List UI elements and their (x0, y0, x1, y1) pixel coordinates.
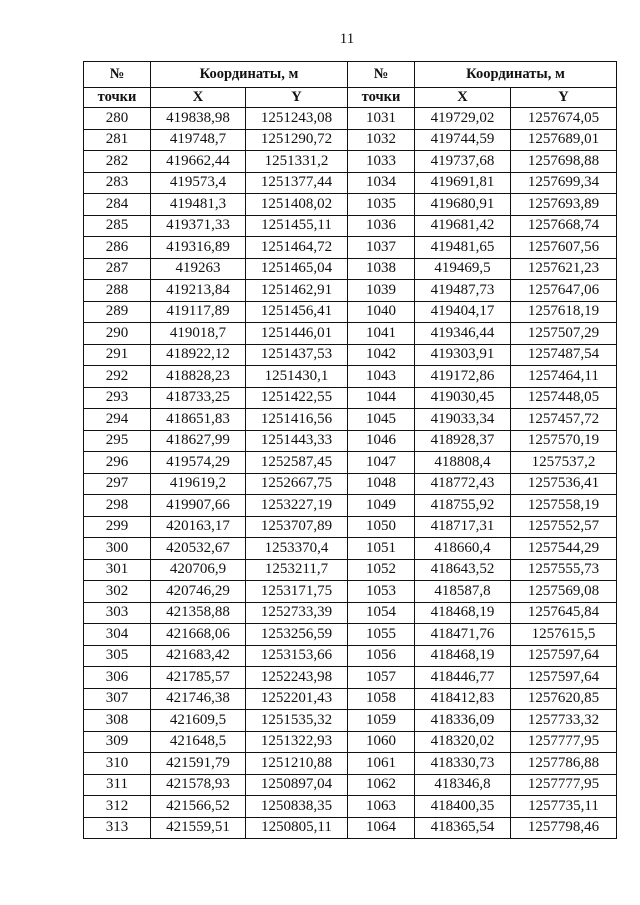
y-cell: 1252733,39 (246, 602, 348, 624)
x-cell: 419117,89 (151, 301, 246, 323)
x-cell: 418755,92 (415, 495, 511, 517)
table-row (84, 559, 617, 581)
x-cell: 421578,93 (151, 774, 246, 796)
x-cell: 419574,29 (151, 452, 246, 474)
point-number-cell: 284 (84, 194, 151, 216)
y-cell: 1251210,88 (246, 753, 348, 775)
y-cell: 1250805,11 (246, 817, 348, 839)
y-cell: 1251437,53 (246, 344, 348, 366)
coordinates-header: Координаты, м (151, 62, 348, 88)
y-cell: 1257668,74 (511, 215, 617, 237)
point-number-cell: 1049 (348, 495, 415, 517)
y-cell: 1251462,91 (246, 280, 348, 302)
point-number-cell: 1043 (348, 366, 415, 388)
table-row (84, 323, 617, 345)
point-number-cell: 303 (84, 602, 151, 624)
y-cell: 1257777,95 (511, 774, 617, 796)
table-row (84, 731, 617, 753)
point-number-cell: 1061 (348, 753, 415, 775)
point-number-cell: 298 (84, 495, 151, 517)
y-cell: 1257777,95 (511, 731, 617, 753)
x-cell: 418336,09 (415, 710, 511, 732)
x-cell: 418330,73 (415, 753, 511, 775)
y-cell: 1253370,4 (246, 538, 348, 560)
y-header: Y (246, 88, 348, 108)
point-number-cell: 1033 (348, 151, 415, 173)
point-number-header-bottom: точки (84, 88, 151, 108)
point-number-cell: 286 (84, 237, 151, 259)
point-number-cell: 294 (84, 409, 151, 431)
y-cell: 1252243,98 (246, 667, 348, 689)
x-cell: 419737,68 (415, 151, 511, 173)
point-number-cell: 1051 (348, 538, 415, 560)
y-cell: 1257786,88 (511, 753, 617, 775)
x-cell: 421648,5 (151, 731, 246, 753)
point-number-cell: 313 (84, 817, 151, 839)
point-number-cell: 1042 (348, 344, 415, 366)
y-cell: 1257537,2 (511, 452, 617, 474)
point-number-cell: 301 (84, 559, 151, 581)
x-cell: 419213,84 (151, 280, 246, 302)
y-cell: 1257552,57 (511, 516, 617, 538)
x-cell: 419680,91 (415, 194, 511, 216)
table-row (84, 495, 617, 517)
x-cell: 419469,5 (415, 258, 511, 280)
table-row (84, 581, 617, 603)
point-number-cell: 281 (84, 129, 151, 151)
y-cell: 1257798,46 (511, 817, 617, 839)
x-cell: 419481,65 (415, 237, 511, 259)
table-row (84, 301, 617, 323)
y-cell: 1257674,05 (511, 108, 617, 130)
point-number-cell: 299 (84, 516, 151, 538)
point-number-cell: 1059 (348, 710, 415, 732)
point-number-cell: 302 (84, 581, 151, 603)
x-cell: 418808,4 (415, 452, 511, 474)
y-cell: 1251464,72 (246, 237, 348, 259)
x-cell: 419681,42 (415, 215, 511, 237)
x-header: X (151, 88, 246, 108)
y-cell: 1257620,85 (511, 688, 617, 710)
x-header: X (415, 88, 511, 108)
x-cell: 418346,8 (415, 774, 511, 796)
point-number-cell: 1050 (348, 516, 415, 538)
table-row (84, 430, 617, 452)
point-number-cell: 1044 (348, 387, 415, 409)
point-number-cell: 1056 (348, 645, 415, 667)
y-cell: 1252587,45 (246, 452, 348, 474)
table-row (84, 667, 617, 689)
point-number-cell: 295 (84, 430, 151, 452)
y-cell: 1257570,19 (511, 430, 617, 452)
x-cell: 421785,57 (151, 667, 246, 689)
y-cell: 1257693,89 (511, 194, 617, 216)
y-cell: 1252667,75 (246, 473, 348, 495)
y-cell: 1251430,1 (246, 366, 348, 388)
table-row (84, 796, 617, 818)
point-number-cell: 1057 (348, 667, 415, 689)
x-cell: 419263 (151, 258, 246, 280)
table-row (84, 473, 617, 495)
point-number-cell: 312 (84, 796, 151, 818)
y-cell: 1253171,75 (246, 581, 348, 603)
point-number-cell: 310 (84, 753, 151, 775)
x-cell: 421566,52 (151, 796, 246, 818)
point-number-header-top: № (84, 62, 151, 88)
table-row (84, 108, 617, 130)
y-cell: 1257698,88 (511, 151, 617, 173)
y-cell: 1251465,04 (246, 258, 348, 280)
point-number-cell: 296 (84, 452, 151, 474)
x-cell: 418772,43 (415, 473, 511, 495)
x-cell: 419744,59 (415, 129, 511, 151)
table-row (84, 602, 617, 624)
coordinates-header: Координаты, м (415, 62, 617, 88)
x-cell: 418446,77 (415, 667, 511, 689)
y-cell: 1257735,11 (511, 796, 617, 818)
point-number-cell: 1064 (348, 817, 415, 839)
table-row (84, 366, 617, 388)
y-cell: 1251243,08 (246, 108, 348, 130)
y-cell: 1257487,54 (511, 344, 617, 366)
y-cell: 1251446,01 (246, 323, 348, 345)
x-cell: 419838,98 (151, 108, 246, 130)
table-row (84, 129, 617, 151)
x-cell: 418733,25 (151, 387, 246, 409)
x-cell: 419481,3 (151, 194, 246, 216)
x-cell: 419619,2 (151, 473, 246, 495)
table-row (84, 237, 617, 259)
x-cell: 421591,79 (151, 753, 246, 775)
x-cell: 419018,7 (151, 323, 246, 345)
point-number-cell: 1031 (348, 108, 415, 130)
point-number-cell: 1034 (348, 172, 415, 194)
x-cell: 418922,12 (151, 344, 246, 366)
y-cell: 1257645,84 (511, 602, 617, 624)
x-cell: 418468,19 (415, 645, 511, 667)
coordinates-table (83, 61, 617, 839)
point-number-cell: 309 (84, 731, 151, 753)
table-row (84, 710, 617, 732)
point-number-cell: 1045 (348, 409, 415, 431)
x-cell: 419404,17 (415, 301, 511, 323)
y-cell: 1257689,01 (511, 129, 617, 151)
x-cell: 421609,5 (151, 710, 246, 732)
x-cell: 418928,37 (415, 430, 511, 452)
y-cell: 1253153,66 (246, 645, 348, 667)
table-row (84, 409, 617, 431)
point-number-cell: 291 (84, 344, 151, 366)
point-number-cell: 1036 (348, 215, 415, 237)
y-cell: 1257558,19 (511, 495, 617, 517)
x-cell: 419748,7 (151, 129, 246, 151)
x-cell: 419662,44 (151, 151, 246, 173)
x-cell: 418651,83 (151, 409, 246, 431)
y-cell: 1253707,89 (246, 516, 348, 538)
x-cell: 419573,4 (151, 172, 246, 194)
x-cell: 421358,88 (151, 602, 246, 624)
y-cell: 1251290,72 (246, 129, 348, 151)
table-row (84, 151, 617, 173)
point-number-cell: 1062 (348, 774, 415, 796)
table-row (84, 516, 617, 538)
y-cell: 1251422,55 (246, 387, 348, 409)
x-cell: 418627,99 (151, 430, 246, 452)
y-cell: 1251455,11 (246, 215, 348, 237)
table-row (84, 387, 617, 409)
point-number-cell: 1058 (348, 688, 415, 710)
table-row (84, 172, 617, 194)
point-number-cell: 1055 (348, 624, 415, 646)
x-cell: 418643,52 (415, 559, 511, 581)
table-body (84, 108, 617, 839)
x-cell: 418660,4 (415, 538, 511, 560)
table-row (84, 452, 617, 474)
point-number-cell: 304 (84, 624, 151, 646)
table-row (84, 280, 617, 302)
y-cell: 1257647,06 (511, 280, 617, 302)
point-number-cell: 280 (84, 108, 151, 130)
point-number-cell: 1037 (348, 237, 415, 259)
point-number-cell: 311 (84, 774, 151, 796)
point-number-cell: 297 (84, 473, 151, 495)
y-cell: 1257457,72 (511, 409, 617, 431)
x-cell: 420532,67 (151, 538, 246, 560)
y-cell: 1250838,35 (246, 796, 348, 818)
table-row (84, 774, 617, 796)
y-cell: 1257569,08 (511, 581, 617, 603)
point-number-cell: 288 (84, 280, 151, 302)
y-cell: 1251322,93 (246, 731, 348, 753)
x-cell: 418365,54 (415, 817, 511, 839)
y-cell: 1257607,56 (511, 237, 617, 259)
point-number-cell: 293 (84, 387, 151, 409)
point-number-cell: 290 (84, 323, 151, 345)
y-cell: 1257621,23 (511, 258, 617, 280)
point-number-cell: 289 (84, 301, 151, 323)
x-cell: 421746,38 (151, 688, 246, 710)
y-cell: 1251443,33 (246, 430, 348, 452)
table-row (84, 344, 617, 366)
y-cell: 1257699,34 (511, 172, 617, 194)
x-cell: 418471,76 (415, 624, 511, 646)
x-cell: 421559,51 (151, 817, 246, 839)
point-number-cell: 292 (84, 366, 151, 388)
y-cell: 1253256,59 (246, 624, 348, 646)
table-row (84, 215, 617, 237)
point-number-cell: 283 (84, 172, 151, 194)
x-cell: 419907,66 (151, 495, 246, 517)
point-number-cell: 282 (84, 151, 151, 173)
point-number-cell: 1035 (348, 194, 415, 216)
point-number-cell: 285 (84, 215, 151, 237)
point-number-cell: 1040 (348, 301, 415, 323)
y-header: Y (511, 88, 617, 108)
y-cell: 1253227,19 (246, 495, 348, 517)
y-cell: 1251331,2 (246, 151, 348, 173)
x-cell: 420163,17 (151, 516, 246, 538)
x-cell: 419303,91 (415, 344, 511, 366)
point-number-cell: 305 (84, 645, 151, 667)
x-cell: 418717,31 (415, 516, 511, 538)
point-number-cell: 307 (84, 688, 151, 710)
y-cell: 1257733,32 (511, 710, 617, 732)
y-cell: 1252201,43 (246, 688, 348, 710)
y-cell: 1257597,64 (511, 645, 617, 667)
y-cell: 1257536,41 (511, 473, 617, 495)
x-cell: 418320,02 (415, 731, 511, 753)
y-cell: 1251456,41 (246, 301, 348, 323)
y-cell: 1257618,19 (511, 301, 617, 323)
x-cell: 419346,44 (415, 323, 511, 345)
x-cell: 420746,29 (151, 581, 246, 603)
x-cell: 419371,33 (151, 215, 246, 237)
x-cell: 421668,06 (151, 624, 246, 646)
point-number-cell: 1053 (348, 581, 415, 603)
x-cell: 419172,86 (415, 366, 511, 388)
y-cell: 1257507,29 (511, 323, 617, 345)
table-row (84, 817, 617, 839)
y-cell: 1257555,73 (511, 559, 617, 581)
point-number-cell: 1052 (348, 559, 415, 581)
table-row (84, 624, 617, 646)
point-number-cell: 308 (84, 710, 151, 732)
x-cell: 419487,73 (415, 280, 511, 302)
point-number-cell: 1041 (348, 323, 415, 345)
table-row (84, 753, 617, 775)
point-number-cell: 1047 (348, 452, 415, 474)
y-cell: 1257615,5 (511, 624, 617, 646)
page-number: 11 (339, 31, 355, 47)
table-row (84, 258, 617, 280)
point-number-cell: 1063 (348, 796, 415, 818)
point-number-cell: 300 (84, 538, 151, 560)
table-row (84, 645, 617, 667)
point-number-cell: 1032 (348, 129, 415, 151)
table-row (84, 538, 617, 560)
x-cell: 419316,89 (151, 237, 246, 259)
point-number-cell: 1046 (348, 430, 415, 452)
x-cell: 418412,83 (415, 688, 511, 710)
point-number-cell: 1060 (348, 731, 415, 753)
point-number-header-top: № (348, 62, 415, 88)
y-cell: 1253211,7 (246, 559, 348, 581)
point-number-cell: 306 (84, 667, 151, 689)
point-number-header-bottom: точки (348, 88, 415, 108)
y-cell: 1251377,44 (246, 172, 348, 194)
x-cell: 418400,35 (415, 796, 511, 818)
y-cell: 1251408,02 (246, 194, 348, 216)
x-cell: 419030,45 (415, 387, 511, 409)
x-cell: 418468,19 (415, 602, 511, 624)
x-cell: 421683,42 (151, 645, 246, 667)
point-number-cell: 287 (84, 258, 151, 280)
x-cell: 419691,81 (415, 172, 511, 194)
y-cell: 1250897,04 (246, 774, 348, 796)
table-row (84, 194, 617, 216)
y-cell: 1257448,05 (511, 387, 617, 409)
x-cell: 419033,34 (415, 409, 511, 431)
point-number-cell: 1039 (348, 280, 415, 302)
x-cell: 420706,9 (151, 559, 246, 581)
y-cell: 1257544,29 (511, 538, 617, 560)
x-cell: 418587,8 (415, 581, 511, 603)
y-cell: 1257464,11 (511, 366, 617, 388)
point-number-cell: 1048 (348, 473, 415, 495)
point-number-cell: 1038 (348, 258, 415, 280)
x-cell: 418828,23 (151, 366, 246, 388)
y-cell: 1251416,56 (246, 409, 348, 431)
point-number-cell: 1054 (348, 602, 415, 624)
y-cell: 1251535,32 (246, 710, 348, 732)
y-cell: 1257597,64 (511, 667, 617, 689)
x-cell: 419729,02 (415, 108, 511, 130)
table-row (84, 688, 617, 710)
